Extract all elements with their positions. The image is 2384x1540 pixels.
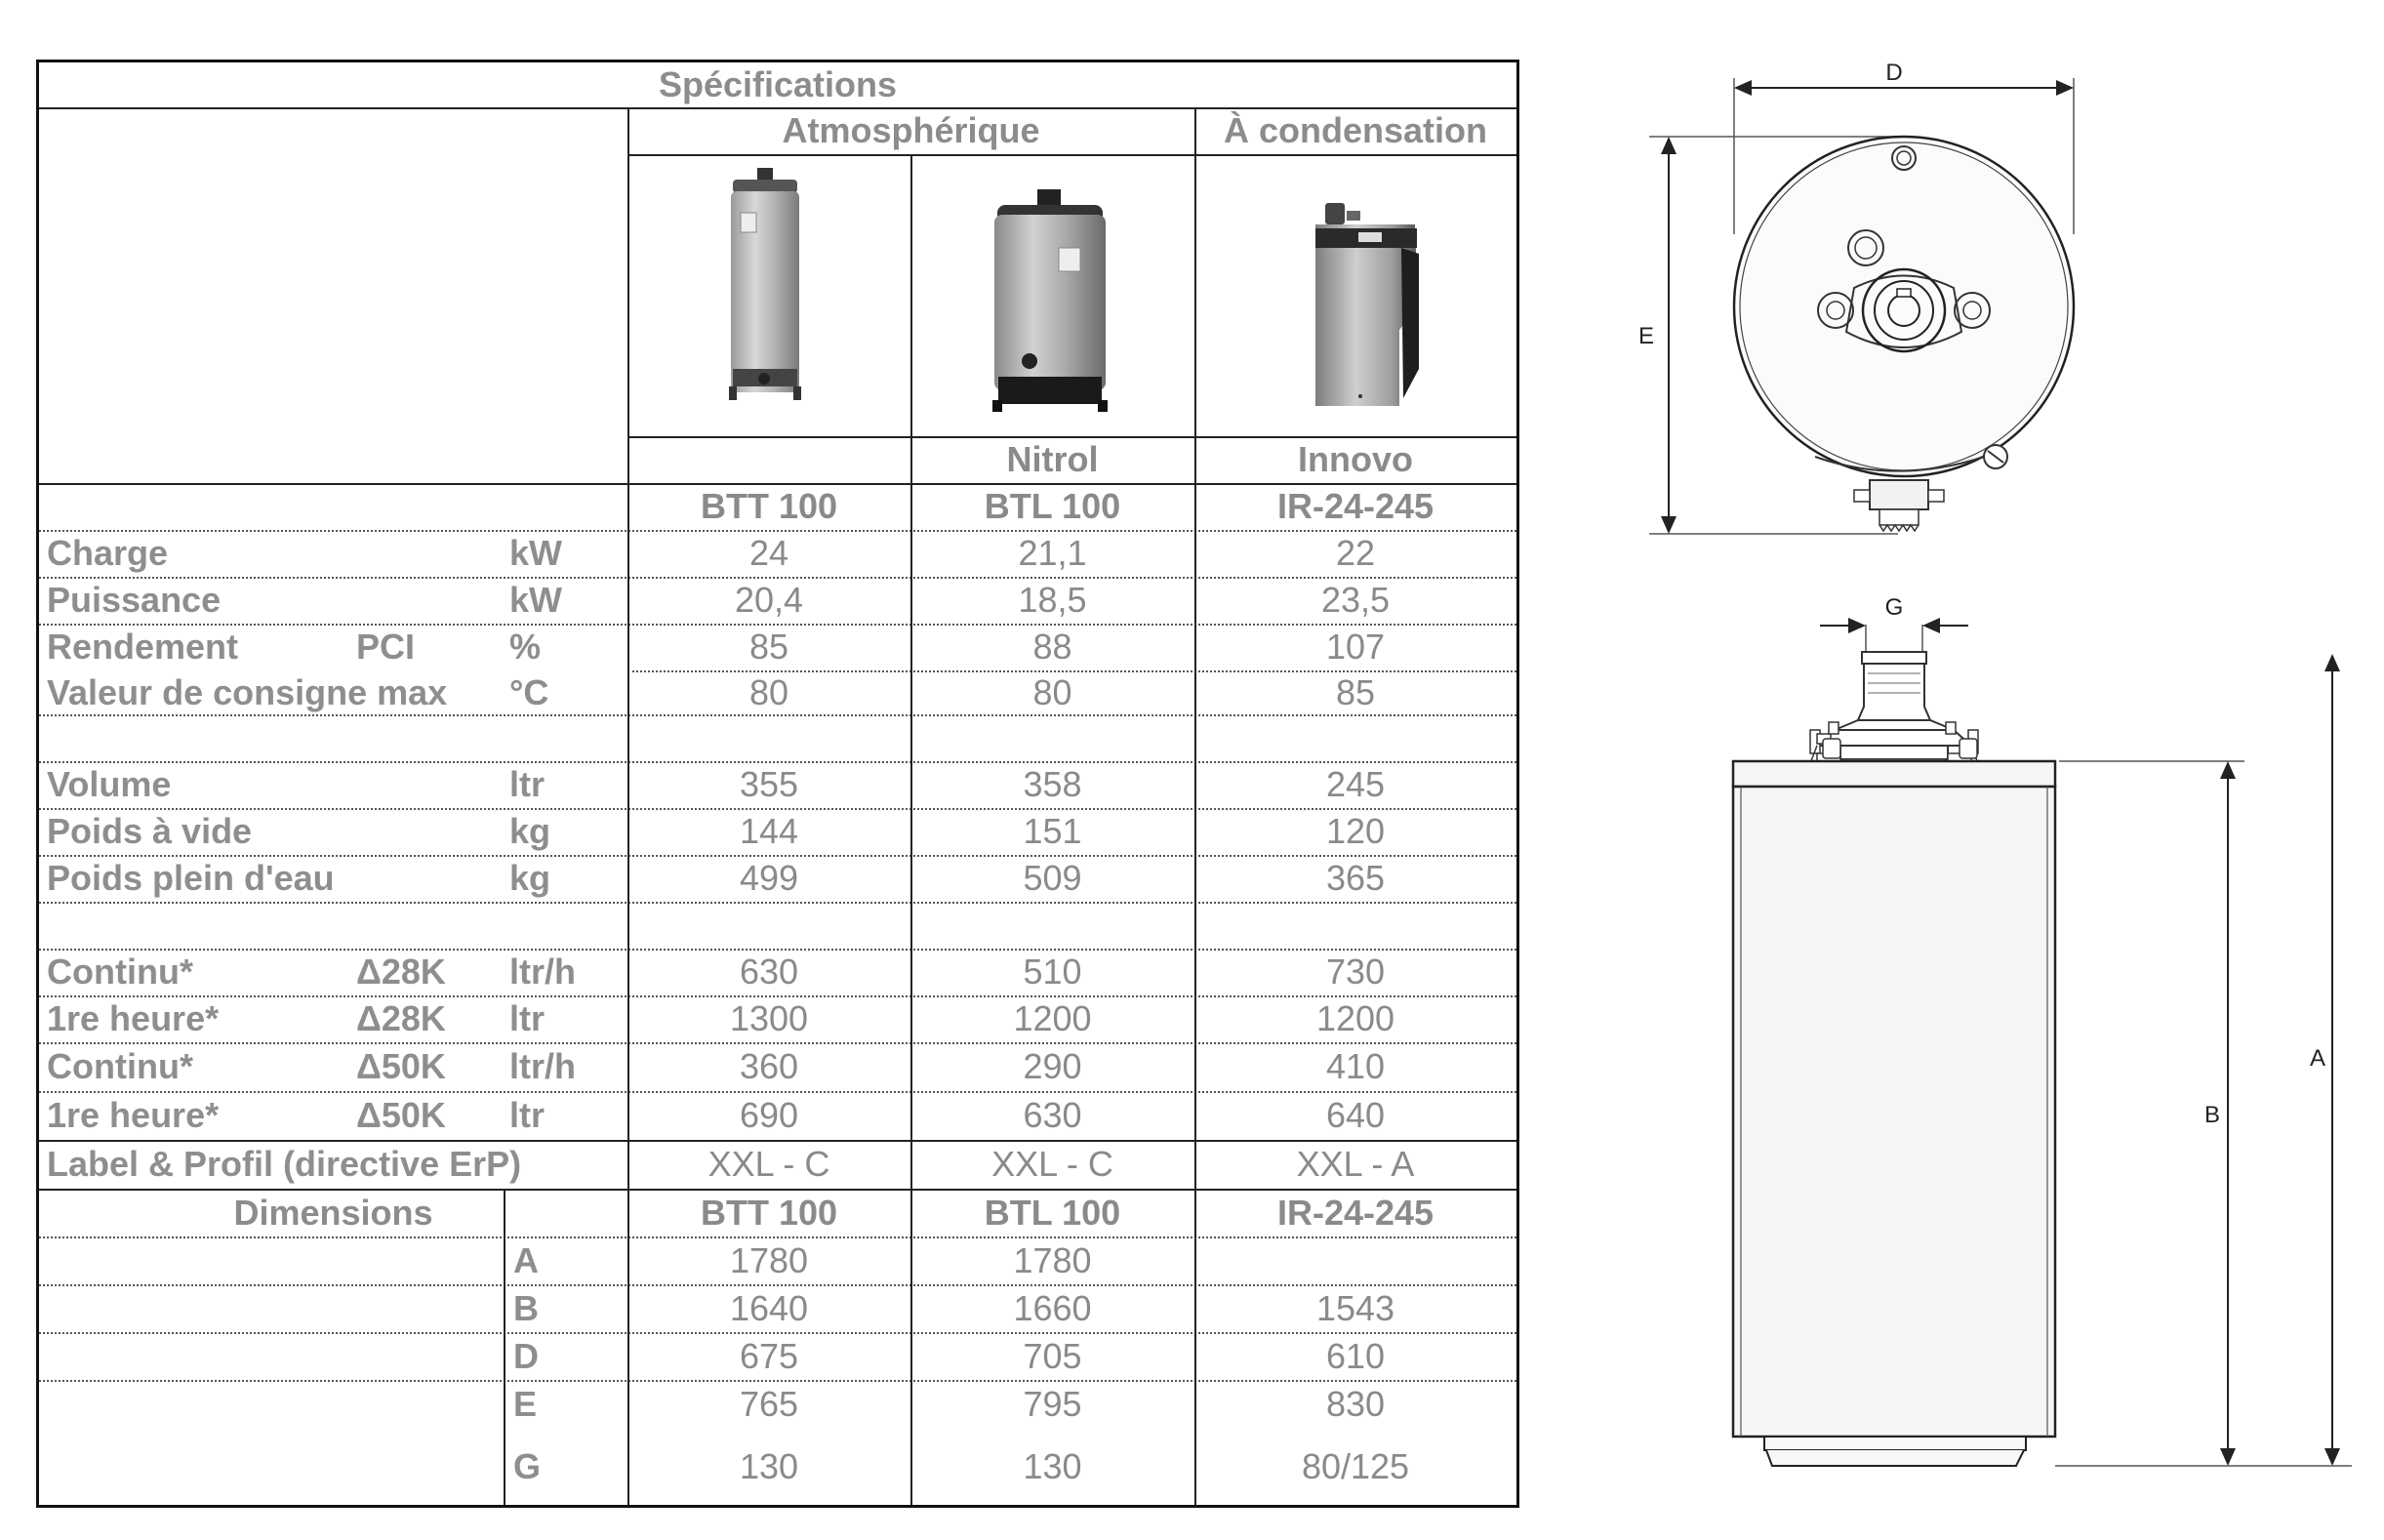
dimension-key: B	[513, 1287, 539, 1328]
group-atmospheric: Atmosphérique	[782, 110, 1040, 150]
row-sublabel: PCI	[356, 627, 416, 667]
table-cell: 630	[739, 952, 799, 992]
table-cell: 705	[1023, 1335, 1082, 1376]
table-cell: 365	[1325, 858, 1386, 898]
row-label: Rendement	[47, 627, 239, 667]
row-label: Continu*	[47, 1046, 193, 1086]
row-sublabel: Δ28K	[356, 952, 446, 992]
side-view-drawing	[1733, 625, 2352, 1466]
table-cell: XXL - C	[991, 1144, 1113, 1184]
dimension-label-d: D	[1885, 60, 1903, 86]
table-cell: 510	[1023, 952, 1082, 992]
row-label: Valeur de consigne max	[47, 671, 448, 712]
table-cell: 830	[1325, 1383, 1386, 1424]
table-cell: 355	[739, 764, 799, 804]
dimension-label-b: B	[2203, 1102, 2221, 1128]
table-cell: 80/125	[1301, 1445, 1410, 1486]
table-cell: 245	[1325, 764, 1386, 804]
table-cell: 1780	[729, 1239, 809, 1280]
dimension-label-a: A	[2309, 1045, 2326, 1072]
table-cell: 144	[739, 811, 799, 851]
table-cell: 85	[748, 627, 789, 667]
dimension-key: D	[513, 1335, 539, 1376]
table-cell: 18,5	[1018, 580, 1087, 620]
dimensions-title: Dimensions	[233, 1192, 433, 1233]
model-header: BTL 100	[984, 486, 1121, 526]
table-cell: 85	[1335, 671, 1376, 712]
series-ir24245: Innovo	[1298, 439, 1413, 479]
table-cell: 690	[739, 1095, 799, 1135]
dimension-label-e: E	[1637, 323, 1655, 349]
table-cell: 730	[1325, 952, 1386, 992]
table-cell: 499	[739, 858, 799, 898]
table-cell: 640	[1325, 1095, 1386, 1135]
dimension-key: A	[513, 1239, 539, 1280]
table-cell: 21,1	[1018, 533, 1087, 573]
table-cell: 80	[748, 671, 789, 712]
table-cell: 24	[748, 533, 789, 573]
table-cell: 107	[1325, 627, 1386, 667]
table-cell: 610	[1325, 1335, 1386, 1376]
table-cell: 23,5	[1320, 580, 1391, 620]
table-cell: 22	[1335, 533, 1376, 573]
row-label: Charge	[47, 533, 169, 573]
row-unit: °C	[509, 671, 549, 712]
table-cell: 410	[1325, 1046, 1386, 1086]
row-unit: ltr/h	[509, 1046, 576, 1086]
table-cell: XXL - A	[1296, 1144, 1415, 1184]
table-cell: 130	[1023, 1445, 1082, 1486]
row-label: 1re heure*	[47, 1095, 220, 1135]
row-unit: kW	[509, 533, 562, 573]
table-cell: 1640	[729, 1287, 809, 1328]
row-label: Continu*	[47, 952, 193, 992]
model-header: BTT 100	[700, 486, 838, 526]
model-header: IR-24-245	[1276, 1192, 1434, 1233]
table-cell: 360	[739, 1046, 799, 1086]
row-unit: ltr	[509, 1095, 545, 1135]
model-header: BTT 100	[700, 1192, 838, 1233]
series-btl100: Nitrol	[1006, 439, 1099, 479]
table-cell: 358	[1023, 764, 1082, 804]
table-cell: 290	[1023, 1046, 1082, 1086]
row-unit: kW	[509, 580, 562, 620]
table-cell: 20,4	[734, 580, 804, 620]
row-sublabel: Δ50K	[356, 1046, 446, 1086]
table-cell: 80	[1032, 671, 1072, 712]
table-cell: 630	[1023, 1095, 1082, 1135]
table-cell: 1780	[1013, 1239, 1092, 1280]
model-header: BTL 100	[984, 1192, 1121, 1233]
table-cell: 1300	[729, 998, 809, 1038]
row-label: 1re heure*	[47, 998, 220, 1038]
row-sublabel: Δ50K	[356, 1095, 446, 1135]
top-view-drawing	[1649, 78, 2074, 534]
dimension-key: G	[513, 1445, 542, 1486]
row-unit: %	[509, 627, 542, 667]
row-unit: ltr	[509, 998, 545, 1038]
table-cell: 120	[1325, 811, 1386, 851]
table-cell: 1660	[1013, 1287, 1092, 1328]
row-label: Puissance	[47, 580, 222, 620]
table-cell: 130	[739, 1445, 799, 1486]
row-label: Poids à vide	[47, 811, 253, 851]
model-header: IR-24-245	[1276, 486, 1434, 526]
table-cell: XXL - C	[707, 1144, 830, 1184]
table-cell: 151	[1023, 811, 1082, 851]
erp-label: Label & Profil (directive ErP)	[47, 1144, 522, 1184]
row-unit: ltr	[509, 764, 545, 804]
row-unit: kg	[509, 811, 551, 851]
dimension-label-g: G	[1884, 594, 1904, 621]
row-label: Poids plein d'eau	[47, 858, 335, 898]
table-cell: 795	[1023, 1383, 1082, 1424]
row-unit: kg	[509, 858, 551, 898]
dimension-key: E	[513, 1383, 538, 1424]
row-unit: ltr/h	[509, 952, 576, 992]
group-condensing: À condensation	[1223, 110, 1488, 150]
table-cell: 675	[739, 1335, 799, 1376]
table-cell: 1200	[1013, 998, 1092, 1038]
row-label: Volume	[47, 764, 172, 804]
row-sublabel: Δ28K	[356, 998, 446, 1038]
table-cell: 1200	[1315, 998, 1395, 1038]
table-cell: 765	[739, 1383, 799, 1424]
table-cell: 1543	[1315, 1287, 1395, 1328]
table-title: Spécifications	[658, 64, 898, 104]
table-cell: 88	[1032, 627, 1072, 667]
table-cell: 509	[1023, 858, 1082, 898]
